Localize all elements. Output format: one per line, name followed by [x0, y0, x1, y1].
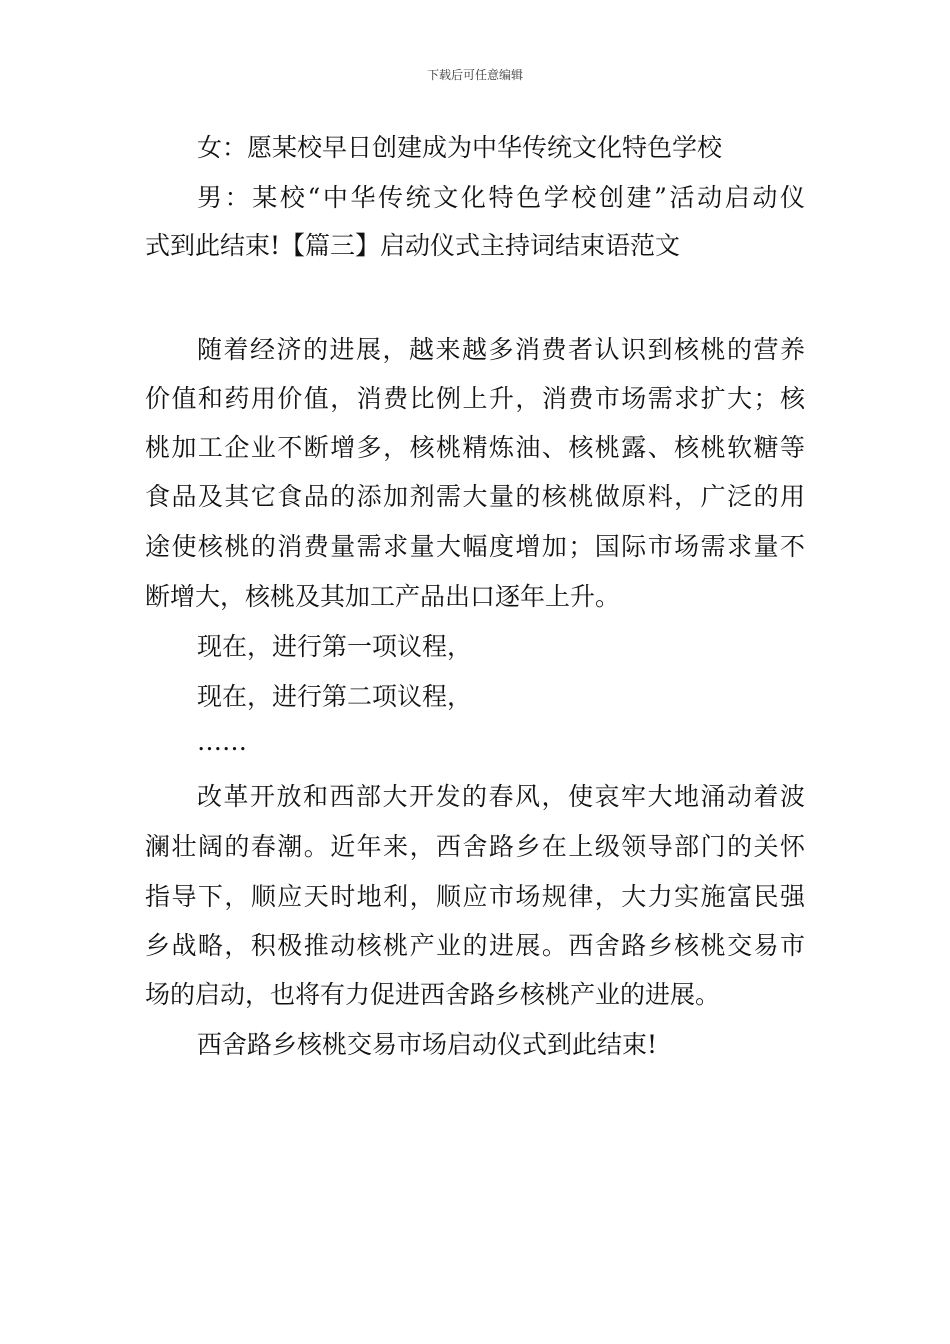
text-line: 改革开放和西部大开发的春风，使哀牢大地涌动着波 [197, 782, 805, 811]
text-line: 食品及其它食品的添加剂需大量的核桃做原料，广泛的用 [145, 482, 805, 511]
text-line: …… [197, 727, 247, 756]
text-line: 式到此结束!【篇三】启动仪式主持词结束语范文 [145, 231, 681, 260]
text-line: 断增大，核桃及其加工产品出口逐年上升。 [145, 582, 621, 611]
text-line: 场的启动，也将有力促进西舍路乡核桃产业的进展。 [145, 980, 721, 1009]
page-header: 下载后可任意编辑 [426, 68, 523, 82]
text-line: 西舍路乡核桃交易市场启动仪式到此结束! [197, 1030, 658, 1059]
text-line: 桃加工企业不断增多，核桃精炼油、核桃露、核桃软糖等 [145, 433, 805, 462]
text-line: 澜壮阔的春潮。近年来，西舍路乡在上级领导部门的关怀 [145, 832, 805, 861]
text-line: 女：愿某校早日创建成为中华传统文化特色学校 [197, 133, 723, 162]
text-line: 现在，进行第二项议程， [197, 682, 473, 711]
text-line: 男：某校“中华传统文化特色学校创建”活动启动仪 [197, 183, 805, 212]
text-line: 价值和药用价值，消费比例上升，消费市场需求扩大；核 [145, 384, 805, 413]
text-line: 随着经济的进展，越来越多消费者认识到核桃的营养 [197, 335, 805, 364]
text-line: 乡战略，积极推动核桃产业的进展。西舍路乡核桃交易市 [145, 931, 805, 960]
text-line: 现在，进行第一项议程， [197, 632, 473, 661]
text-line: 途使核桃的消费量需求量大幅度增加；国际市场需求量不 [145, 532, 805, 561]
text-line: 指导下，顺应天时地利，顺应市场规律，大力实施富民强 [145, 882, 805, 911]
